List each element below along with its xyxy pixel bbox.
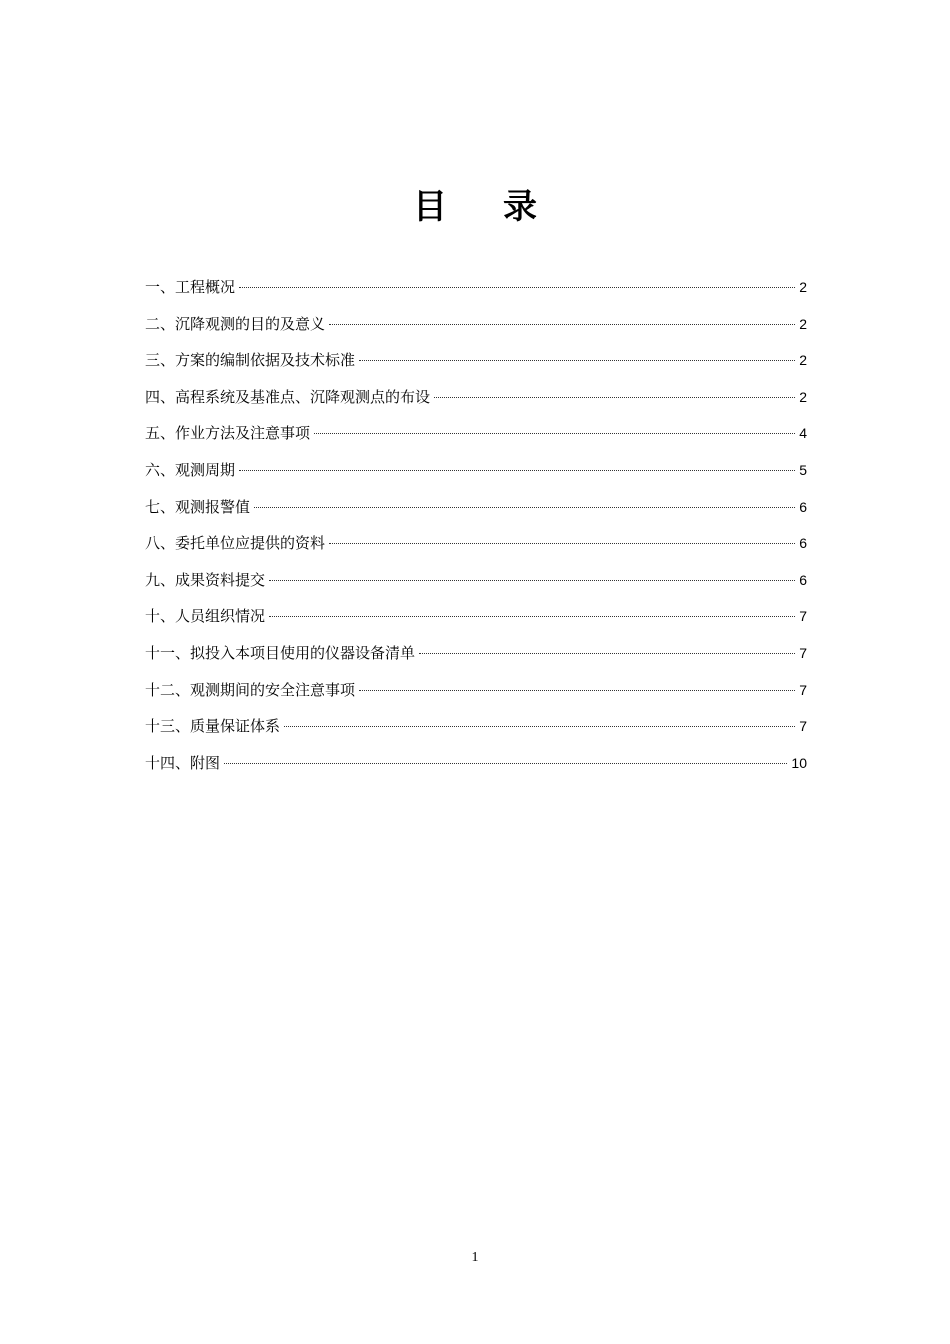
toc-entry[interactable] xyxy=(145,750,807,787)
toc-entry[interactable] xyxy=(145,457,807,494)
toc-entry-page: 6 xyxy=(799,571,807,588)
toc-dot-leader xyxy=(284,726,795,727)
toc-entry[interactable] xyxy=(145,567,807,604)
toc-entry-label: 九、成果资料提交 xyxy=(145,570,266,589)
toc-entry-label: 一、工程概况 xyxy=(145,278,236,296)
toc-entry[interactable] xyxy=(145,384,807,421)
toc-entry[interactable] xyxy=(145,677,807,714)
toc-entry-label: 七、观测报警值 xyxy=(145,497,251,516)
toc-dot-leader xyxy=(269,616,795,617)
toc-entry-page: 2 xyxy=(799,352,807,369)
toc-entry-label: 四、高程系统及基准点、沉降观测点的布设 xyxy=(145,387,431,406)
toc-entry-label: 二、沉降观测的目的及意义 xyxy=(145,314,326,333)
toc-entry-page: 5 xyxy=(799,461,807,478)
toc-dot-leader xyxy=(224,763,787,764)
toc-entry-page: 6 xyxy=(799,498,807,515)
toc-entry-page: 2 xyxy=(799,279,807,295)
toc-entry-label: 十二、观测期间的安全注意事项 xyxy=(145,680,356,699)
footer-page-number: 1 xyxy=(471,1250,479,1265)
toc-dot-leader xyxy=(419,653,795,654)
toc-entry-label: 五、作业方法及注意事项 xyxy=(145,424,311,443)
toc-entry-label: 三、方案的编制依据及技术标准 xyxy=(145,351,356,370)
toc-dot-leader xyxy=(329,324,795,325)
toc-dot-leader xyxy=(359,690,795,691)
toc-entry-page: 7 xyxy=(799,608,807,625)
toc-entry-label: 十四、附图 xyxy=(145,753,221,772)
toc-dot-leader xyxy=(239,287,795,288)
toc-dot-leader xyxy=(269,580,795,581)
toc-dot-leader xyxy=(239,470,795,471)
toc-entry[interactable] xyxy=(145,603,807,640)
toc-dot-leader xyxy=(254,507,795,508)
toc-entry-page: 10 xyxy=(791,754,807,771)
toc-dot-leader xyxy=(314,433,795,434)
toc-entry[interactable] xyxy=(145,274,807,311)
toc-entry-page: 7 xyxy=(799,718,807,735)
toc-entry-page: 4 xyxy=(799,425,807,442)
toc-entry-label: 十一、拟投入本项目使用的仪器设备清单 xyxy=(145,643,416,662)
toc-entry[interactable] xyxy=(145,420,807,457)
toc-entry-page: 6 xyxy=(799,535,807,552)
toc-dot-leader xyxy=(359,360,795,361)
toc-dot-leader xyxy=(434,397,795,398)
toc-entry-label: 十三、质量保证体系 xyxy=(145,717,281,736)
page-title: 目录 xyxy=(413,186,593,227)
toc-entry[interactable] xyxy=(145,494,807,531)
toc-entry[interactable] xyxy=(145,530,807,567)
toc-entry-label: 八、委托单位应提供的资料 xyxy=(145,534,326,553)
toc-entry-page: 2 xyxy=(799,388,807,405)
toc-entry-label: 六、观测周期 xyxy=(145,460,236,479)
toc-dot-leader xyxy=(329,543,795,544)
toc-entry-page: 7 xyxy=(799,681,807,698)
toc-entry[interactable] xyxy=(145,347,807,384)
toc-entry[interactable] xyxy=(145,640,807,677)
toc-entry-page: 7 xyxy=(799,644,807,661)
toc-entry[interactable] xyxy=(145,311,807,348)
toc-entry-page: 2 xyxy=(799,315,807,332)
table-of-contents xyxy=(145,274,807,786)
toc-entry-label: 十、人员组织情况 xyxy=(145,607,266,626)
toc-entry[interactable] xyxy=(145,713,807,750)
